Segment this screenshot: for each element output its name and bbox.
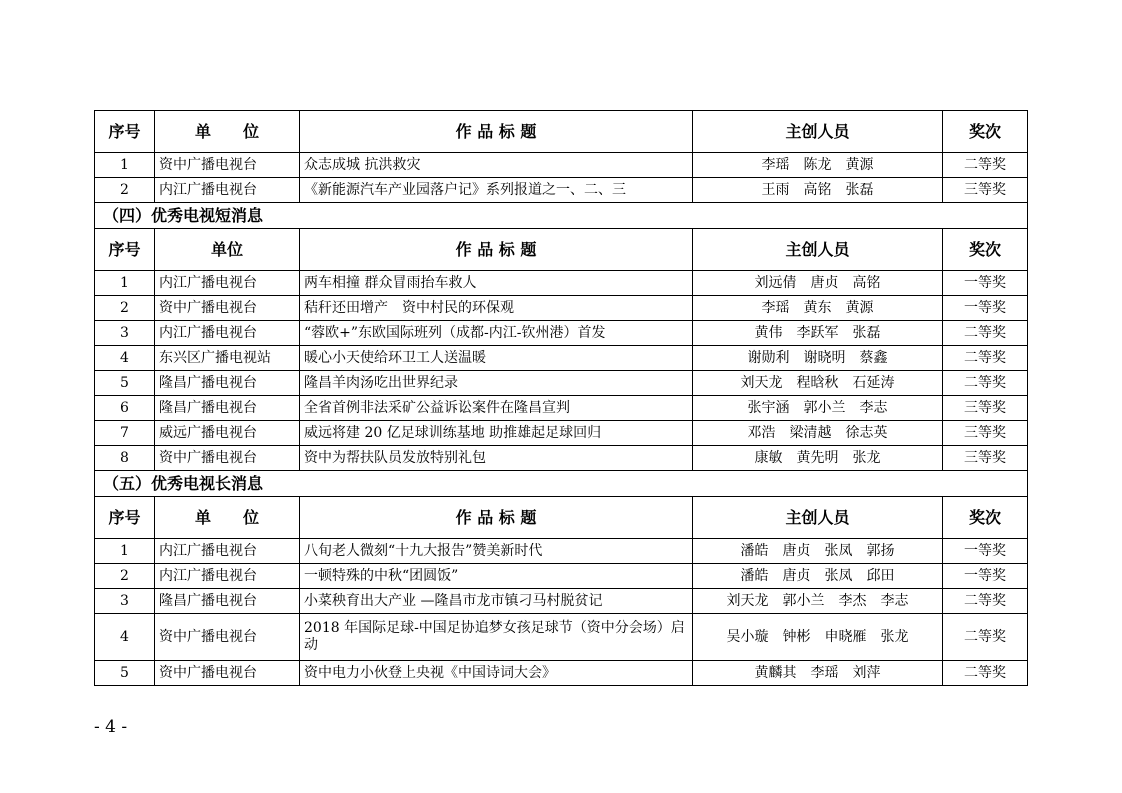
row-no: 4 (95, 614, 155, 661)
table-row (95, 446, 1028, 471)
row-people: 黄麟其 李瑶 刘萍 (693, 661, 943, 686)
row-title: 小菜秧育出大产业 —隆昌市龙市镇刁马村脱贫记 (300, 589, 693, 614)
row-title: 两车相撞 群众冒雨抬车救人 (300, 271, 693, 296)
row-no: 1 (95, 153, 155, 178)
row-award: 三等奖 (943, 396, 1028, 421)
row-award: 二等奖 (943, 614, 1028, 661)
header-no: 序号 (95, 111, 155, 153)
header-award: 奖次 (943, 111, 1028, 153)
row-award: 一等奖 (943, 539, 1028, 564)
header-no: 序号 (95, 229, 155, 271)
row-award: 三等奖 (943, 178, 1028, 203)
row-award: 二等奖 (943, 153, 1028, 178)
row-unit: 隆昌广播电视台 (155, 589, 300, 614)
awards-table (94, 110, 1028, 686)
row-no: 2 (95, 296, 155, 321)
row-unit: 内江广播电视台 (155, 271, 300, 296)
row-no: 4 (95, 346, 155, 371)
section-heading: （四）优秀电视短消息 (95, 203, 1028, 229)
header-award: 奖次 (943, 497, 1028, 539)
row-unit: 隆昌广播电视台 (155, 396, 300, 421)
row-title: 暖心小天使给环卫工人送温暖 (300, 346, 693, 371)
row-people: 张宇涵 郭小兰 李志 (693, 396, 943, 421)
row-people: 黄伟 李跃军 张磊 (693, 321, 943, 346)
row-award: 二等奖 (943, 346, 1028, 371)
row-unit: 资中广播电视台 (155, 153, 300, 178)
table-header-row (95, 229, 1028, 271)
row-award: 二等奖 (943, 371, 1028, 396)
row-award: 一等奖 (943, 564, 1028, 589)
row-no: 3 (95, 589, 155, 614)
row-people: 李瑶 黄东 黄源 (693, 296, 943, 321)
row-no: 1 (95, 539, 155, 564)
row-unit: 内江广播电视台 (155, 321, 300, 346)
row-people: 潘皓 唐贞 张凤 邱田 (693, 564, 943, 589)
row-title: 资中为帮扶队员发放特别礼包 (300, 446, 693, 471)
row-unit: 资中广播电视台 (155, 446, 300, 471)
row-unit: 内江广播电视台 (155, 539, 300, 564)
table-row (95, 396, 1028, 421)
row-title: 资中电力小伙登上央视《中国诗词大会》 (300, 661, 693, 686)
row-unit: 内江广播电视台 (155, 178, 300, 203)
row-people: 谢勋利 谢晓明 蔡鑫 (693, 346, 943, 371)
row-award: 三等奖 (943, 421, 1028, 446)
header-title: 作 品 标 题 (300, 111, 693, 153)
header-award: 奖次 (943, 229, 1028, 271)
table-row (95, 271, 1028, 296)
table-row (95, 371, 1028, 396)
row-title: 威远将建 20 亿足球训练基地 助推雄起足球回归 (300, 421, 693, 446)
section-heading-row (95, 203, 1028, 229)
table-row (95, 321, 1028, 346)
page-number: - 4 - (94, 717, 128, 737)
header-no: 序号 (95, 497, 155, 539)
row-no: 6 (95, 396, 155, 421)
row-title: 众志成城 抗洪救灾 (300, 153, 693, 178)
row-title: 2018 年国际足球-中国足协追梦女孩足球节（资中分会场）启动 (300, 614, 693, 661)
row-people: 刘天龙 程晗秋 石延涛 (693, 371, 943, 396)
header-title: 作 品 标 题 (300, 497, 693, 539)
row-people: 李瑶 陈龙 黄源 (693, 153, 943, 178)
row-award: 一等奖 (943, 271, 1028, 296)
row-people: 吴小璇 钟彬 申晓雁 张龙 (693, 614, 943, 661)
table-row (95, 346, 1028, 371)
row-title: 隆昌羊肉汤吃出世界纪录 (300, 371, 693, 396)
row-no: 5 (95, 371, 155, 396)
header-people: 主创人员 (693, 229, 943, 271)
row-no: 8 (95, 446, 155, 471)
row-award: 二等奖 (943, 589, 1028, 614)
row-no: 2 (95, 178, 155, 203)
row-unit: 资中广播电视台 (155, 661, 300, 686)
row-unit: 隆昌广播电视台 (155, 371, 300, 396)
row-people: 王雨 高铭 张磊 (693, 178, 943, 203)
row-title: 《新能源汽车产业园落户记》系列报道之一、二、三 (300, 178, 693, 203)
table-row (95, 421, 1028, 446)
row-unit: 内江广播电视台 (155, 564, 300, 589)
header-people: 主创人员 (693, 497, 943, 539)
header-people: 主创人员 (693, 111, 943, 153)
header-unit: 单位 (155, 229, 300, 271)
row-award: 一等奖 (943, 296, 1028, 321)
row-people: 潘皓 唐贞 张凤 郭扬 (693, 539, 943, 564)
section-heading-row (95, 471, 1028, 497)
row-award: 三等奖 (943, 446, 1028, 471)
row-no: 2 (95, 564, 155, 589)
row-unit: 资中广播电视台 (155, 296, 300, 321)
row-no: 7 (95, 421, 155, 446)
row-title: 秸秆还田增产 资中村民的环保观 (300, 296, 693, 321)
header-unit: 单 位 (155, 111, 300, 153)
row-people: 刘天龙 郭小兰 李杰 李志 (693, 589, 943, 614)
row-award: 二等奖 (943, 661, 1028, 686)
table-row (95, 178, 1028, 203)
row-people: 康敏 黄先明 张龙 (693, 446, 943, 471)
row-title: “蓉欧+”东欧国际班列（成都-内江-钦州港）首发 (300, 321, 693, 346)
row-unit: 东兴区广播电视站 (155, 346, 300, 371)
header-unit: 单 位 (155, 497, 300, 539)
table-row (95, 153, 1028, 178)
table-row (95, 564, 1028, 589)
row-award: 二等奖 (943, 321, 1028, 346)
section-heading: （五）优秀电视长消息 (95, 471, 1028, 497)
table-header-row (95, 497, 1028, 539)
row-unit: 威远广播电视台 (155, 421, 300, 446)
table-row (95, 539, 1028, 564)
row-no: 1 (95, 271, 155, 296)
row-unit: 资中广播电视台 (155, 614, 300, 661)
row-people: 邓浩 梁清越 徐志英 (693, 421, 943, 446)
row-people: 刘远倩 唐贞 高铭 (693, 271, 943, 296)
row-title: 一顿特殊的中秋“团圆饭” (300, 564, 693, 589)
row-no: 5 (95, 661, 155, 686)
table-header-row (95, 111, 1028, 153)
table-row (95, 296, 1028, 321)
row-title: 八旬老人微刻“十九大报告”赞美新时代 (300, 539, 693, 564)
table-row (95, 589, 1028, 614)
table-row (95, 614, 1028, 661)
row-title: 全省首例非法采矿公益诉讼案件在隆昌宣判 (300, 396, 693, 421)
header-title: 作 品 标 题 (300, 229, 693, 271)
row-no: 3 (95, 321, 155, 346)
table-row (95, 661, 1028, 686)
